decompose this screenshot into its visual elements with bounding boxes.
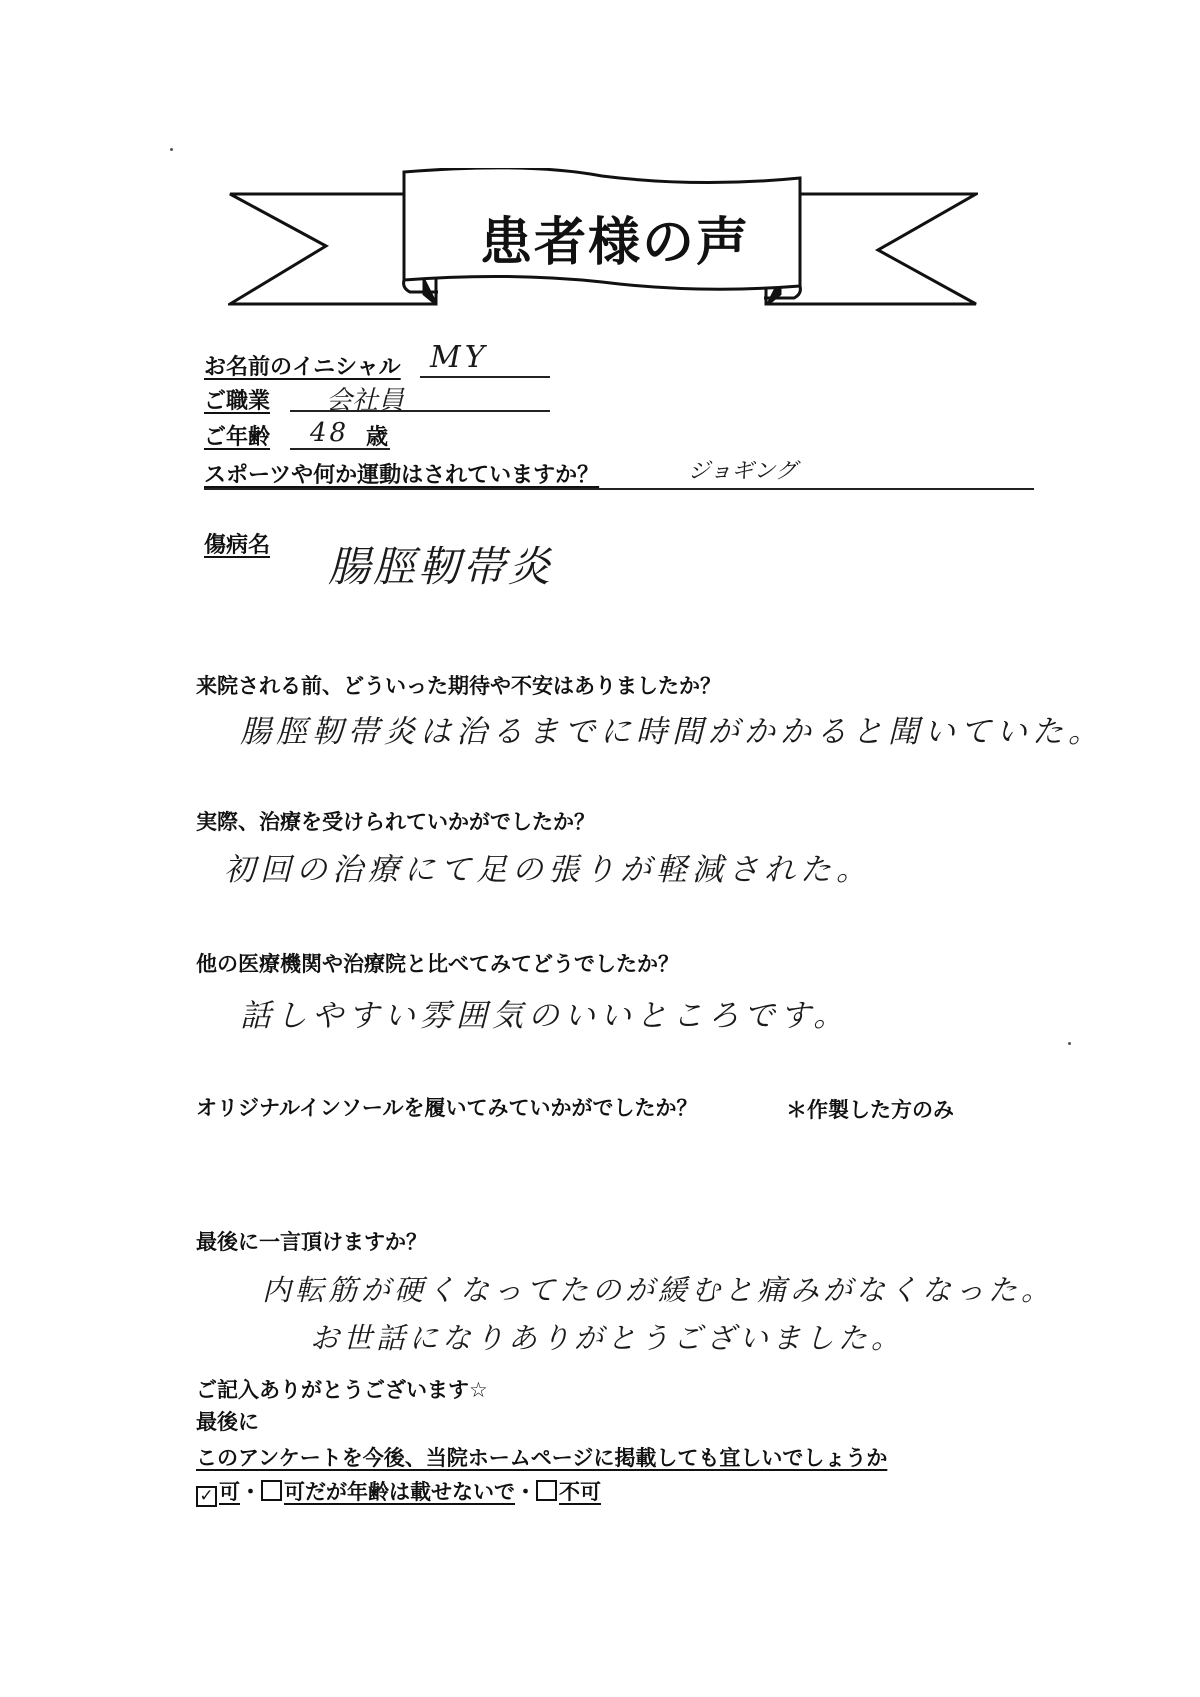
question-1: 来院される前、どういった期待や不安はありましたか？: [196, 674, 721, 698]
option-no-age: 可だが年齢は載せないで: [284, 1480, 515, 1504]
initials-value: MY: [430, 340, 489, 375]
thanks-text: ご記入ありがとうございます☆: [196, 1378, 488, 1402]
consent-question: このアンケートを今後、当院ホームページに掲載しても宜しいでしょうか: [196, 1446, 888, 1470]
age-label: ご年齢: [204, 425, 271, 450]
sports-underline: [204, 488, 1034, 490]
answer-3: 話しやすい雰囲気のいいところです。: [240, 998, 850, 1034]
page-title: 患者様の声: [479, 213, 750, 273]
answer-5-line-2: お世話になりありがとうございました。: [310, 1321, 905, 1355]
option-separator: ・: [240, 1480, 261, 1504]
age-unit: 歳: [366, 425, 389, 450]
sports-label: スポーツや何か運動はされていますか？: [204, 463, 600, 488]
age-value: 48: [310, 418, 350, 448]
question-2: 実際、治療を受けられていかがでしたか？: [196, 810, 595, 834]
sports-value: ジョギング: [688, 459, 797, 484]
initials-label: お名前のイニシャル: [204, 355, 401, 380]
question-4: オリジナルインソールを履いてみていかがでしたか？: [196, 1096, 698, 1120]
last-heading: 最後に: [196, 1410, 259, 1434]
option-separator: ・: [515, 1480, 536, 1504]
question-3: 他の医療機関や治療院と比べてみてどうでしたか？: [196, 952, 679, 976]
initials-underline: [420, 376, 550, 378]
option-allow: 可: [219, 1480, 240, 1504]
answer-2: 初回の治療にて足の張りが軽減された。: [224, 852, 872, 888]
answer-5-line-1: 内転筋が硬くなってたのが緩むと痛みがなくなった。: [262, 1273, 1055, 1307]
answer-1: 腸脛靭帯炎は治るまでに時間がかかると聞いていた。: [240, 714, 1104, 750]
scan-speck: [1068, 1042, 1071, 1045]
injury-label: 傷病名: [204, 533, 271, 558]
check-mark-icon: ✓: [199, 1486, 214, 1506]
question-5: 最後に一言頂けますか？: [196, 1230, 427, 1254]
age-underline: [290, 448, 390, 450]
consent-checkbox-no-age[interactable]: [261, 1480, 282, 1501]
consent-options: [196, 1476, 601, 1507]
job-value: 会社員: [326, 386, 405, 416]
consent-checkbox-allow[interactable]: [196, 1486, 217, 1507]
question-4-note: ＊作製した方のみ: [786, 1098, 954, 1122]
scan-speck: [170, 148, 173, 151]
consent-checkbox-deny[interactable]: [536, 1480, 557, 1501]
option-deny: 不可: [559, 1480, 601, 1504]
job-underline: [290, 410, 550, 412]
injury-value: 腸脛靭帯炎: [328, 542, 554, 591]
job-label: ご職業: [204, 389, 271, 414]
